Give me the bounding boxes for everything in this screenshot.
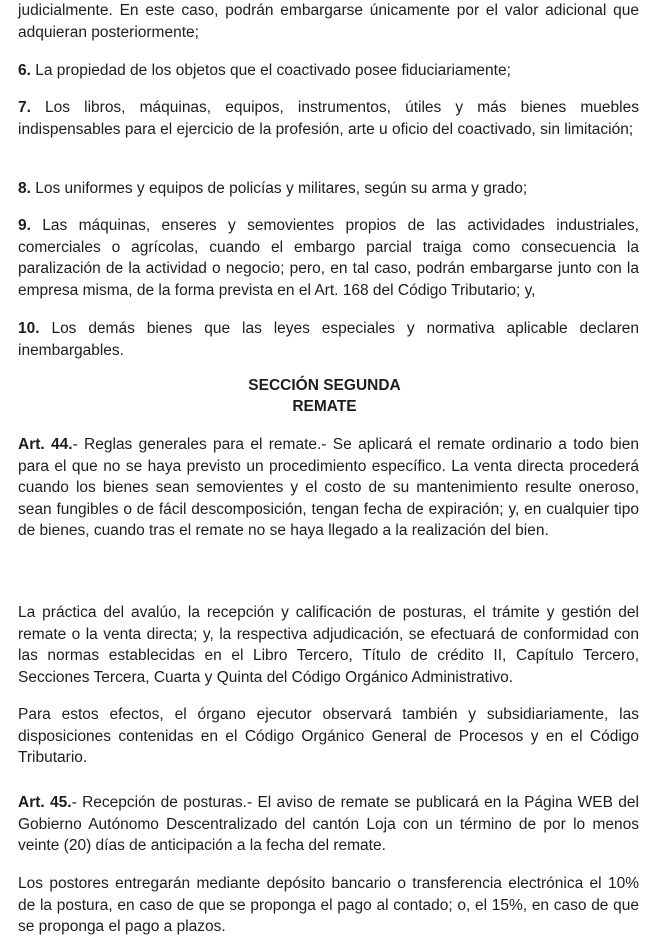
paragraph-postores: Los postores entregarán mediante depósito bancario o transferencia electrónica el 10% de la postura, en caso de que se proponga el pago al contado; o, el 15%, en caso de que se proponga el pago a plazos. — [18, 875, 639, 935]
article-number: Art. 45. — [18, 794, 72, 811]
article-number: Art. 44. — [18, 436, 73, 453]
list-item-7 — [18, 97, 639, 140]
intro-paragraph — [18, 0, 639, 43]
article-text: - Reglas generales para el remate.- Se aplicará el remate ordinario a todo bien para el que no se haya previsto un procedimiento específico. La venta directa procederá cuando los bienes sean semovientes y el costo de su mantenimiento resulte oneroso, sean fungibles o de fácil descomposición, tengan fecha de expiración; y, en cualquier tipo de bienes, cuando tras el remate no se haya llegado a la realización del bien. — [18, 436, 639, 539]
item-text: Los uniformes y equipos de policías y militares, según su arma y grado; — [30, 180, 528, 197]
list-item-10 — [18, 318, 639, 361]
list-item-8 — [18, 178, 639, 200]
section-subtitle: REMATE — [292, 398, 357, 415]
section-title: SECCIÓN SEGUNDA — [248, 377, 401, 394]
article-text: - Recepción de posturas.- El aviso de remate se publicará en la Página WEB del Gobierno Autónomo Descentralizado del cantón Loja con un término de por lo menos veinte (20) días de anticipación a la fecha del remate. — [18, 794, 639, 854]
item-text: Los demás bienes que las leyes especiales y normativa aplicable declaren inembargables. — [18, 320, 639, 359]
paragraph-avaluo: La práctica del avalúo, la recepción y calificación de posturas, el trámite y gestión del remate o la venta directa; y, la respectiva adjudicación, se efectuará de conformidad con las normas establecidas en el Libro Tercero, Título de crédito II, Capítulo Tercero, Secciones Tercera, Cuarta y Quinta del Código Orgánico Administrativo. — [18, 604, 639, 686]
list-item-6 — [18, 60, 639, 82]
item-number: 9. — [18, 217, 31, 234]
item-number: 8. — [18, 180, 31, 197]
article-44 — [18, 434, 639, 542]
item-text: Las máquinas, enseres y semovientes propios de las actividades industriales, comerciales o agrícolas, cuando el embargo parcial traiga como consecuencia la paralización de la actividad o negocio; pero, en tal caso, podrán embargarse junto con la empresa misma, de la forma prevista en el Art. 168 del Código Tributario; y, — [18, 217, 639, 299]
paragraph-efectos: Para estos efectos, el órgano ejecutor observará también y subsidiariamente, las disposiciones contenidas en el Código Orgánico General de Procesos y en el Código Tributario. — [18, 706, 639, 766]
item-number: 10. — [18, 320, 40, 337]
article-45 — [18, 792, 639, 857]
intro-text: judicialmente. En este caso, podrán embargarse únicamente por el valor adicional que adquieran posteriormente; — [18, 2, 639, 41]
item-number: 7. — [18, 99, 31, 116]
item-number: 6. — [18, 62, 31, 79]
item-text: Los libros, máquinas, equipos, instrumentos, útiles y más bienes muebles indispensables para el ejercicio de la profesión, arte u oficio del coactivado, sin limitación; — [18, 99, 639, 138]
list-item-9 — [18, 215, 639, 301]
section-heading — [0, 375, 649, 417]
item-text: La propiedad de los objetos que el coactivado posee fiduciariamente; — [30, 62, 511, 79]
